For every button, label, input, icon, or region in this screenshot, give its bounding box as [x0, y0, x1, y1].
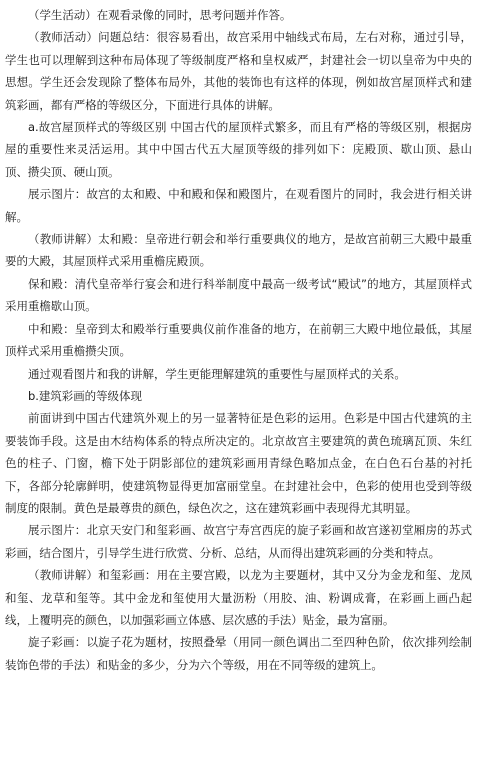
paragraph-taihe-hall: （教师讲解）太和殿：皇帝进行朝会和举行重要典仪的地方，是故宫前朝三大殿中最重要的大殿，其屋顶样式采用重檐庑殿顶。 [5, 232, 472, 269]
paragraph-hexi-painting: （教师讲解）和玺彩画：用在主要宫殿，以龙为主要题材，其中又分为金龙和玺、龙凤和玺、龙草和玺等。其中金龙和玺使用大量沥粉（用胶、油、粉调成膏，在彩画上画凸起线，上覆明亮的颜色，以加强彩画立体感、层次感的手法）贴金，最为富丽。 [5, 568, 472, 627]
paragraph-zhonghe-hall: 中和殿：皇帝到太和殿举行重要典仪前作准备的地方，在前朝三大殿中地位最低，其屋顶样式采用重檐攒尖顶。 [5, 321, 472, 359]
paragraph-teacher-summary: （教师活动）问题总结：很容易看出，故宫采用中轴线式布局，左右对称，通过引导，学生也可以理解到这种布局体现了等级制度严格和皇权威严，封建社会一切以皇帝为中央的思想。学生还会发现除了整体布局外，其他的装饰也有这样的体现，例如故宫屋顶样式和建筑彩画，都有严格的等级区分，下面进行具体的讲解。 [5, 30, 472, 112]
section-heading-painting-grades: b.建筑彩画的等级体现 [28, 388, 142, 403]
paragraph-color-usage: 前面讲到中国古代建筑外观上的另一显著特征是色彩的运用。色彩是中国古代建筑的主要装饰手段。这是由木结构体系的特点所决定的。北京故宫主要建筑的黄色琉璃瓦顶、朱红色的柱子、门窗，檐下处于阴影部位的建筑彩画用青绿色略加点金，在白色石台基的衬托下，各部分轮廓鲜明，使建筑物显得更加富丽堂皇。在封建社会中，色彩的使用也受到等级制度的限制。黄色是最尊贵的颜色，绿色次之，这在建筑彩画中表现得尤其明显。 [5, 411, 472, 515]
paragraph-roof-conclusion: 通过观看图片和我的讲解，学生更能理解建筑的重要性与屋顶样式的关系。 [28, 366, 406, 381]
paragraph-show-palace-images: 展示图片：故宫的太和殿、中和殿和保和殿图片，在观看图片的同时，我会进行相关讲解。 [5, 187, 472, 224]
paragraph-xuanzi-painting: 旋子彩画：以旋子花为题材，按照叠晕（用同一颜色调出二至四种色阶，依次排列绘制装饰色带的手法）和贴金的多少，分为六个等级，用在不同等级的建筑上。 [5, 635, 472, 672]
paragraph-roof-style-grades: a.故宫屋顶样式的等级区别 中国古代的屋顶样式繁多，而且有严格的等级区别，根据房屋的重要性来灵活运用。其中中国古代五大屋顶等级的排列如下：庑殿顶、歇山顶、悬山顶、攒尖顶、硬山顶。 [5, 120, 472, 179]
paragraph-baohe-hall: 保和殿：清代皇帝举行宴会和进行科举制度中最高一级考试“殿试”的地方，其屋顶样式采用重檐歇山顶。 [5, 276, 472, 314]
paragraph-student-activity: （学生活动）在观看录像的同时，思考问题并作答。 [28, 8, 292, 22]
paragraph-show-painting-images: 展示图片：北京天安门和玺彩画、故宫宁寿宫西庑的旋子彩画和故宫遂初堂厢房的苏式彩画，结合图片，引导学生进行欣赏、分析、总结，从而得出建筑彩画的分类和特点。 [5, 523, 472, 560]
